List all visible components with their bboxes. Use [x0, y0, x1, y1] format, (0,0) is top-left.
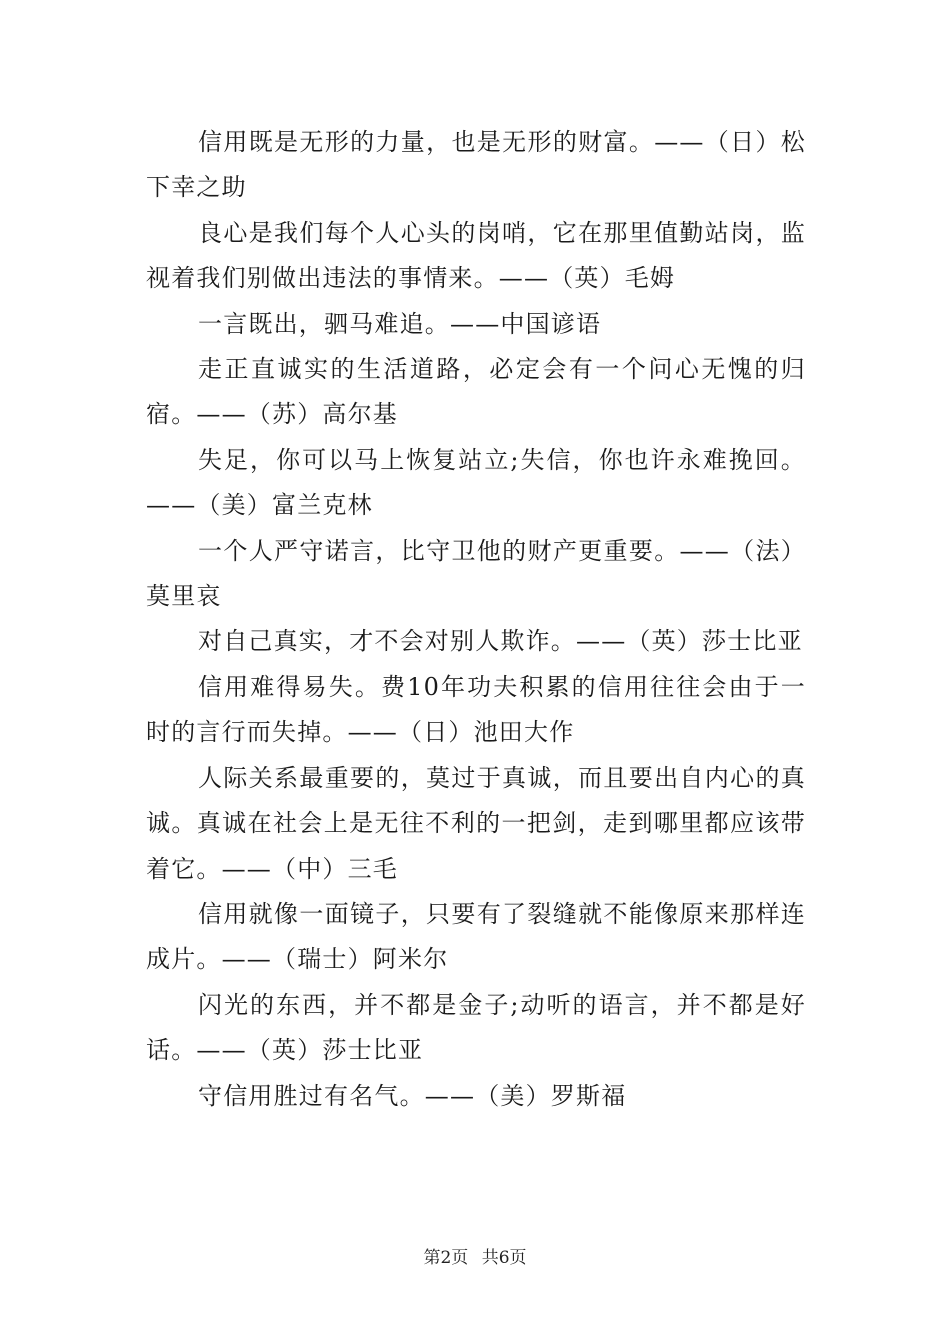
quote-paragraph: 一言既出，驷马难追。——中国谚语	[198, 309, 602, 338]
quote-paragraph: 闪光的东西，并不都是金子;动听的语言，并不都是好话。——（英）莎士比亚	[146, 990, 806, 1065]
quote-paragraph: 对自己真实，才不会对别人欺诈。——（英）莎士比亚	[198, 627, 803, 656]
quote-paragraph: 信用既是无形的力量，也是无形的财富。——（日）松下幸之助	[146, 128, 806, 202]
quote-list	[146, 120, 806, 1119]
page-total: 共6页	[481, 1248, 527, 1268]
quote-paragraph: 良心是我们每个人心头的岗哨，它在那里值勤站岗，监视着我们别做出违法的事情来。——（英）毛姆	[146, 218, 806, 293]
quote-paragraph: 失足，你可以马上恢复站立;失信，你也许永难挽回。——（美）富兰克林	[146, 445, 806, 520]
quote-paragraph: 守信用胜过有名气。——（美）罗斯福	[198, 1081, 627, 1110]
quote-paragraph: 人际关系最重要的，莫过于真诚，而且要出自内心的真诚。真诚在社会上是无往不利的一把剑，走到哪里都应该带着它。——（中）三毛	[146, 763, 806, 883]
quote-paragraph: 信用就像一面镜子，只要有了裂缝就不能像原来那样连成片。——（瑞士）阿米尔	[146, 899, 806, 974]
page-footer	[0, 1243, 950, 1268]
page-number: 第2页	[423, 1248, 469, 1268]
quote-paragraph: 走正直诚实的生活道路，必定会有一个问心无愧的归宿。——（苏）高尔基	[146, 355, 806, 429]
quote-paragraph: 一个人严守诺言，比守卫他的财产更重要。——（法）莫里哀	[146, 536, 806, 611]
quote-paragraph: 信用难得易失。费10年功夫积累的信用往往会由于一时的言行而失掉。——（日）池田大作	[146, 672, 806, 747]
